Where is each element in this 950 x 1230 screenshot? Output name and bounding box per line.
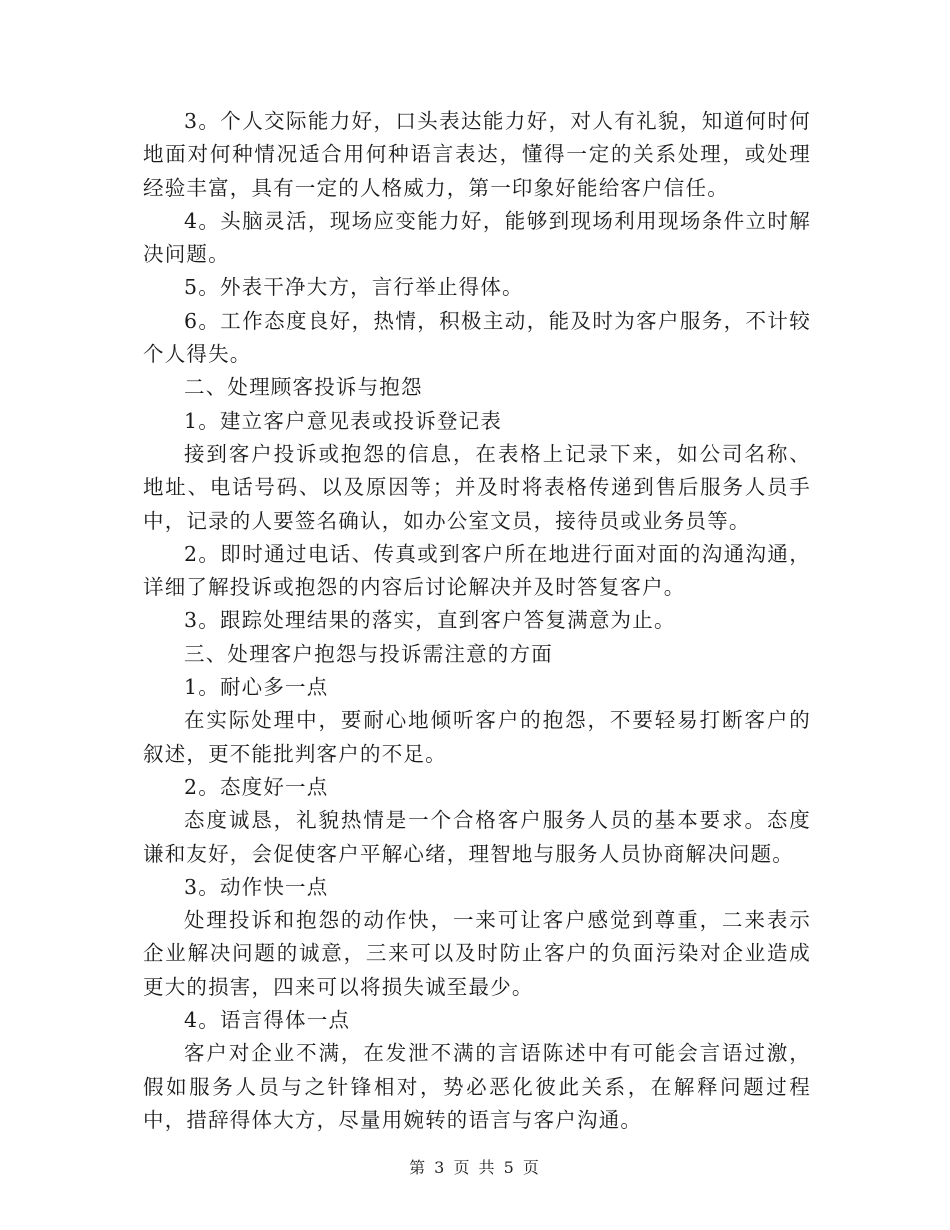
paragraph: 5。外表干净大方，言行举止得体。 [184, 275, 524, 300]
paragraph: 在实际处理中，要耐心地倾听客户的抱怨，不要轻易打断客户的叙述，更不能批判客户的不足。 [143, 708, 811, 766]
paragraph: 态度诚恳，礼貌热情是一个合格客户服务人员的基本要求。态度谦和友好，会促使客户平解心绪，理智地与服务人员协商解决问题。 [143, 808, 811, 866]
subsection-heading: 3。动作快一点 [184, 874, 329, 899]
paragraph: 3。跟踪处理结果的落实，直到客户答复满意为止。 [184, 608, 676, 633]
page-number-footer: 第 3 页 共 5 页 [409, 1158, 541, 1177]
paragraph: 处理投诉和抱怨的动作快，一来可让客户感觉到尊重，二来表示企业解决问题的诚意，三来可以及时防止客户的负面污染对企业造成更大的损害，四来可以将损失诚至最少。 [143, 908, 811, 999]
subsection-heading: 2。态度好一点 [184, 774, 329, 799]
paragraph: 接到客户投诉或抱怨的信息，在表格上记录下来，如公司名称、地址、电话号码、以及原因等；并及时将表格传递到售后服务人员手中，记录的人要签名确认，如办公室文员，接待员或业务员等。 [143, 441, 811, 533]
document-body [143, 105, 811, 1137]
paragraph: 4。头脑灵活，现场应变能力好，能够到现场利用现场条件立时解决问题。 [143, 208, 811, 267]
paragraph: 6。工作态度良好，热情，积极主动，能及时为客户服务，不计较个人得失。 [143, 308, 811, 367]
subsection-heading: 4。语言得体一点 [184, 1008, 351, 1033]
section-heading: 二、处理顾客投诉与抱怨 [184, 375, 423, 400]
paragraph: 3。个人交际能力好，口头表达能力好，对人有礼貌，知道何时何地面对何种情况适合用何种语言表达，懂得一定的关系处理，或处理经验丰富，具有一定的人格威力，第一印象好能给客户信任。 [143, 109, 811, 200]
paragraph: 2。即时通过电话、传真或到客户所在地进行面对面的沟通沟通，详细了解投诉或抱怨的内容后讨论解决并及时答复客户。 [143, 541, 811, 600]
subsection-heading: 1。建立客户意见表或投诉登记表 [184, 408, 503, 433]
paragraph: 客户对企业不满，在发泄不满的言语陈述中有可能会言语过激，假如服务人员与之针锋相对，势必恶化彼此关系，在解释问题过程中，措辞得体大方，尽量用婉转的语言与客户沟通。 [143, 1041, 811, 1132]
subsection-heading: 1。耐心多一点 [184, 675, 329, 700]
section-heading: 三、处理客户抱怨与投诉需注意的方面 [184, 641, 553, 666]
